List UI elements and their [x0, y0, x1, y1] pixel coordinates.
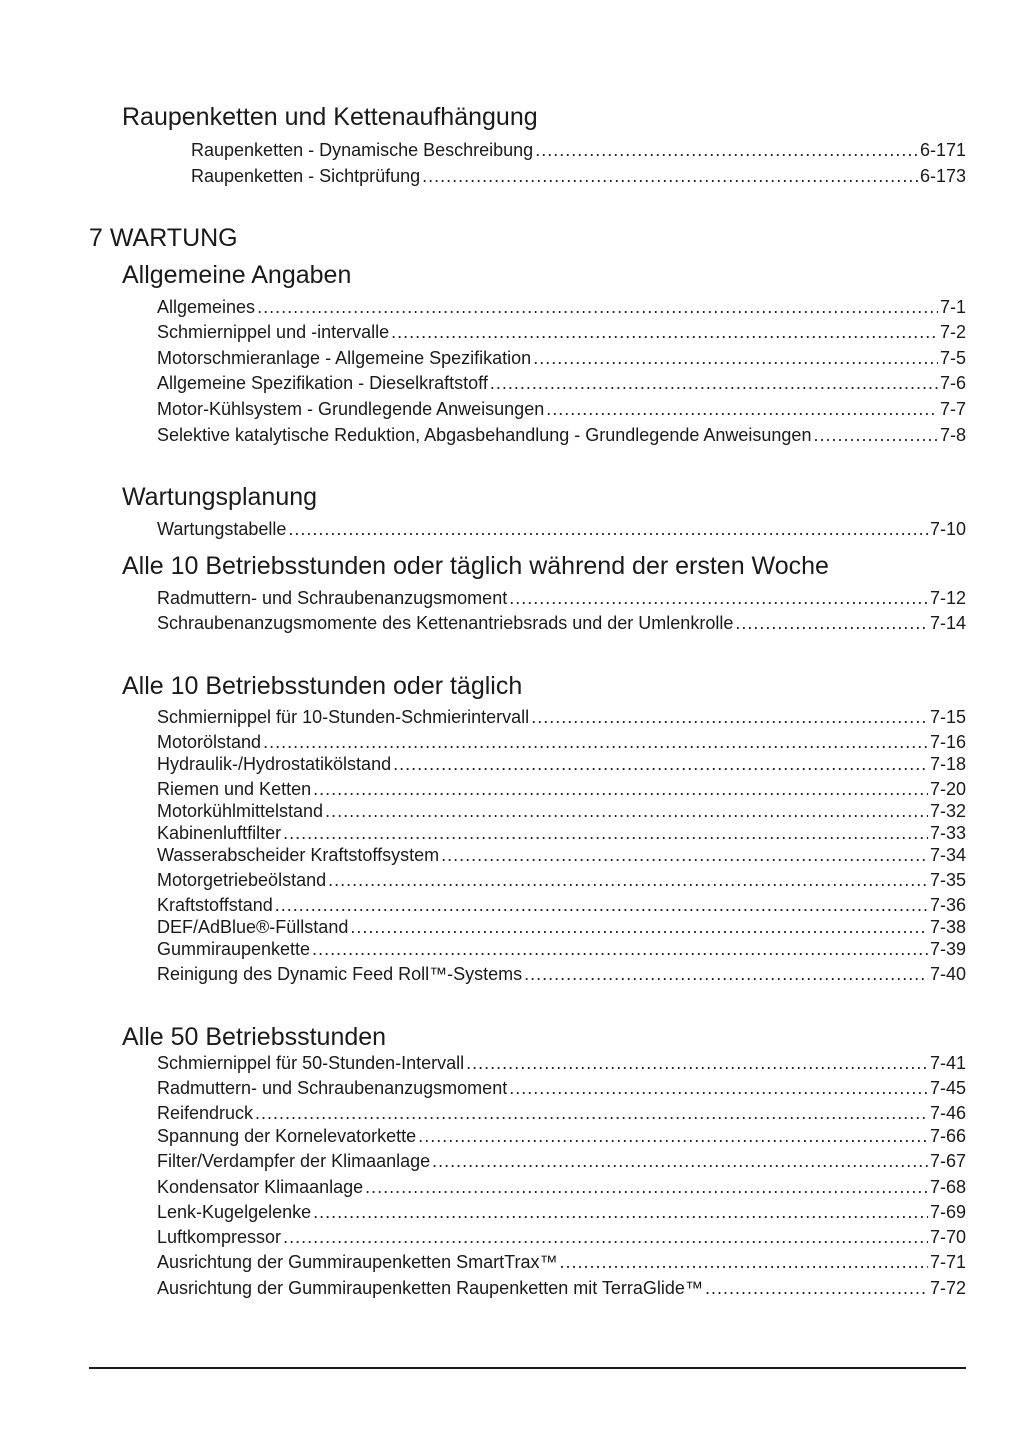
toc-entry[interactable] [157, 1102, 966, 1124]
toc-entry-page: 7-8 [939, 425, 966, 445]
toc-entry-label: Selektive katalytische Reduktion, Abgasbehandlung - Grundlegende Anweisungen [157, 425, 812, 445]
toc-entry-page: 7-72 [929, 1278, 966, 1298]
toc-entry-label: Radmuttern- und Schraubenanzugsmoment [157, 588, 508, 608]
toc-entry[interactable] [157, 587, 966, 609]
toc-entry[interactable] [157, 398, 966, 420]
toc-entry-label: Filter/Verdampfer der Klimaanlage [157, 1151, 431, 1171]
toc-entry-label: Lenk-Kugelgelenke [157, 1202, 312, 1222]
section-title-allgemeine-angaben: Allgemeine Angaben [122, 261, 352, 289]
toc-entry-page: 7-66 [929, 1126, 966, 1146]
toc-entry-page: 7-1 [939, 297, 966, 317]
toc-entry[interactable] [157, 518, 966, 540]
toc-entry[interactable] [191, 139, 966, 161]
section-title-taeglich: Alle 10 Betriebsstunden oder täglich [122, 672, 523, 700]
toc-entry[interactable] [157, 372, 966, 394]
toc-entry[interactable] [157, 1052, 966, 1074]
toc-entry-label: Luftkompressor [157, 1227, 282, 1247]
toc-entry[interactable] [157, 1077, 966, 1099]
toc-entry-page: 7-15 [929, 707, 966, 727]
toc-entry-page: 7-38 [929, 917, 966, 937]
toc-entry-label: Ausrichtung der Gummiraupenketten Raupenketten mit TerraGlide™ [157, 1278, 703, 1298]
toc-entry-page: 7-68 [929, 1177, 966, 1197]
toc-entry-page: 7-69 [929, 1202, 966, 1222]
toc-entry-page: 7-34 [929, 845, 966, 865]
toc-entry-page: 7-5 [939, 348, 966, 368]
toc-entry-label: Schraubenanzugsmomente des Kettenantriebsrads und der Umlenkrolle [157, 613, 734, 633]
toc-entry-page: 7-20 [929, 779, 966, 799]
toc-entry-page: 7-16 [929, 732, 966, 752]
section-title-fuenfzig-stunden: Alle 50 Betriebsstunden [122, 1023, 387, 1051]
toc-entry-label: Schmiernippel und -intervalle [157, 322, 390, 342]
toc-entry-label: Wartungstabelle [157, 519, 287, 539]
toc-entry-label: Raupenketten - Dynamische Beschreibung [191, 140, 534, 160]
toc-entry-page: 6-171 [919, 140, 966, 160]
toc-entry-page: 7-32 [929, 801, 966, 821]
toc-entry-label: Motorölstand [157, 732, 262, 752]
section-title-wartungsplanung: Wartungsplanung [122, 483, 318, 511]
toc-entry[interactable] [157, 894, 966, 916]
toc-entry-page: 7-40 [929, 964, 966, 984]
toc-entry-page: 7-71 [929, 1252, 966, 1272]
toc-entry-page: 7-33 [929, 823, 966, 843]
toc-entry-label: Raupenketten - Sichtprüfung [191, 166, 421, 186]
toc-entry[interactable] [157, 1277, 966, 1299]
toc-entry-page: 7-67 [929, 1151, 966, 1171]
toc-entry[interactable] [157, 844, 966, 866]
toc-entry-label: Allgemeine Spezifikation - Dieselkraftstoff [157, 373, 488, 393]
toc-entry[interactable] [157, 869, 966, 891]
toc-entry[interactable] [157, 731, 966, 753]
toc-entry-label: Wasserabscheider Kraftstoffsystem [157, 845, 440, 865]
toc-entry-label: Reifendruck [157, 1103, 254, 1123]
toc-entry[interactable] [157, 296, 966, 318]
chapter-title: 7 WARTUNG [89, 224, 238, 252]
toc-entry[interactable] [157, 822, 966, 844]
toc-entry-page: 7-18 [929, 754, 966, 774]
toc-entry-page: 7-6 [939, 373, 966, 393]
toc-entry-page: 7-46 [929, 1103, 966, 1123]
toc-entry-label: Kraftstoffstand [157, 895, 273, 915]
toc-entry-page: 7-35 [929, 870, 966, 890]
toc-entry[interactable] [191, 165, 966, 187]
toc-entry[interactable] [157, 1176, 966, 1198]
toc-entry[interactable] [157, 1251, 966, 1273]
toc-entry-label: Allgemeines [157, 297, 256, 317]
toc-entry[interactable] [157, 1125, 966, 1147]
toc-entry-page: 7-70 [929, 1227, 966, 1247]
toc-entry-page: 7-7 [939, 399, 966, 419]
toc-entry-page: 7-10 [929, 519, 966, 539]
toc-entry-label: Motorgetriebeölstand [157, 870, 327, 890]
toc-entry[interactable] [157, 938, 966, 960]
toc-entry-label: Motor-Kühlsystem - Grundlegende Anweisungen [157, 399, 545, 419]
toc-entry-page: 7-45 [929, 1078, 966, 1098]
toc-entry[interactable] [157, 706, 966, 728]
toc-entry-label: DEF/AdBlue®-Füllstand [157, 917, 349, 937]
toc-entry-page: 7-36 [929, 895, 966, 915]
toc-entry-label: Radmuttern- und Schraubenanzugsmoment [157, 1078, 508, 1098]
toc-entry-page: 7-41 [929, 1053, 966, 1073]
toc-entry-page: 7-2 [939, 322, 966, 342]
toc-entry-label: Hydraulik-/Hydrostatikölstand [157, 754, 392, 774]
toc-entry-page: 7-12 [929, 588, 966, 608]
toc-entry-label: Kabinenluftfilter [157, 823, 282, 843]
footer-divider [89, 1367, 966, 1369]
toc-entry-page: 7-39 [929, 939, 966, 959]
toc-entry[interactable] [157, 1150, 966, 1172]
toc-entry-label: Riemen und Ketten [157, 779, 312, 799]
section-title-erste-woche: Alle 10 Betriebsstunden oder täglich während der ersten Woche [122, 552, 829, 580]
toc-entry-label: Schmiernippel für 10-Stunden-Schmierintervall [157, 707, 530, 727]
toc-entry[interactable] [157, 424, 966, 446]
toc-entry[interactable] [157, 347, 966, 369]
toc-entry[interactable] [157, 778, 966, 800]
section-title-raupenketten: Raupenketten und Kettenaufhängung [122, 103, 538, 131]
toc-entry-label: Motorkühlmittelstand [157, 801, 324, 821]
toc-entry-page: 6-173 [919, 166, 966, 186]
toc-entry-label: Ausrichtung der Gummiraupenketten SmartTrax™ [157, 1252, 558, 1272]
toc-entry-page: 7-14 [929, 613, 966, 633]
toc-entry[interactable] [157, 321, 966, 343]
toc-entry-label: Gummiraupenkette [157, 939, 311, 959]
toc-entry[interactable] [157, 916, 966, 938]
toc-entry-label: Spannung der Kornelevatorkette [157, 1126, 417, 1146]
toc-entry-label: Kondensator Klimaanlage [157, 1177, 364, 1197]
toc-entry-label: Motorschmieranlage - Allgemeine Spezifikation [157, 348, 532, 368]
toc-entry[interactable] [157, 963, 966, 985]
toc-entry-label: Schmiernippel für 50-Stunden-Intervall [157, 1053, 465, 1073]
toc-entry[interactable] [157, 800, 966, 822]
toc-entry-label: Reinigung des Dynamic Feed Roll™-Systems [157, 964, 523, 984]
toc-entry[interactable] [157, 612, 966, 634]
toc-entry[interactable] [157, 1226, 966, 1248]
toc-entry[interactable] [157, 753, 966, 775]
toc-entry[interactable] [157, 1201, 966, 1223]
